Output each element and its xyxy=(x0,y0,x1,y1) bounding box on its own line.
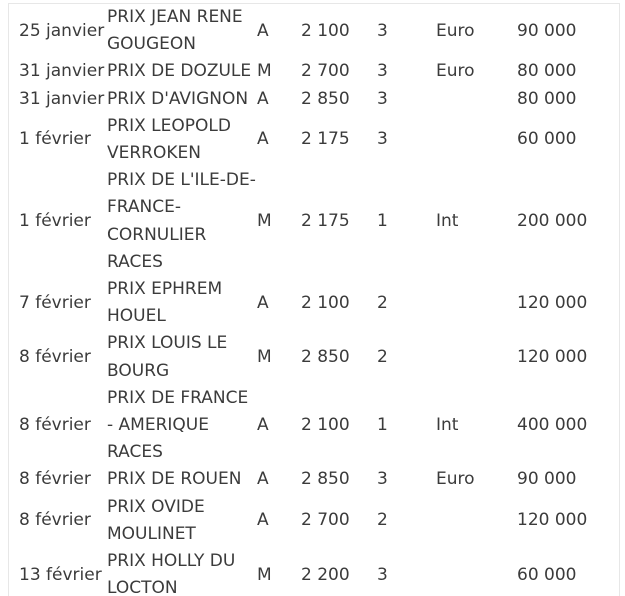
race-category xyxy=(436,494,517,548)
race-category: Euro xyxy=(436,20,475,41)
race-group: 3 xyxy=(377,469,388,490)
race-category xyxy=(436,113,517,167)
table-row xyxy=(9,494,617,548)
race-date: 8 février xyxy=(19,510,91,531)
race-type: M xyxy=(257,61,272,82)
table-row xyxy=(9,167,617,276)
race-name: PRIX D'AVIGNON xyxy=(107,88,249,109)
race-date: 7 février xyxy=(19,292,91,313)
race-group: 2 xyxy=(377,292,388,313)
race-type: A xyxy=(257,88,269,109)
race-category xyxy=(436,86,517,113)
race-type: M xyxy=(257,211,272,232)
race-type: A xyxy=(257,510,269,531)
race-distance: 2 200 xyxy=(301,564,350,585)
race-type: M xyxy=(257,347,272,368)
race-type: A xyxy=(257,20,269,41)
table-row xyxy=(9,86,617,113)
race-prize: 80 000 xyxy=(517,61,577,82)
race-date: 13 février xyxy=(19,564,102,585)
race-group: 2 xyxy=(377,347,388,368)
race-group: 3 xyxy=(377,129,388,150)
race-distance: 2 100 xyxy=(301,20,350,41)
race-category xyxy=(436,276,517,330)
race-prize: 60 000 xyxy=(517,564,577,585)
table-row xyxy=(9,548,617,596)
race-name: PRIX LEOPOLD VERROKEN xyxy=(107,115,231,164)
races-table-body xyxy=(9,4,617,596)
race-distance: 2 700 xyxy=(301,510,350,531)
race-prize: 90 000 xyxy=(517,469,577,490)
race-distance: 2 175 xyxy=(301,129,350,150)
race-name: PRIX JEAN RENE GOUGEON xyxy=(107,7,243,55)
race-category: Int xyxy=(436,211,459,232)
race-date: 25 janvier xyxy=(19,20,105,41)
race-name: PRIX EPHREM HOUEL xyxy=(107,279,223,327)
race-type: A xyxy=(257,415,269,436)
race-distance: 2 700 xyxy=(301,61,350,82)
race-distance: 2 850 xyxy=(301,347,350,368)
race-prize: 90 000 xyxy=(517,20,577,41)
race-date: 8 février xyxy=(19,347,91,368)
race-prize: 120 000 xyxy=(517,510,588,531)
race-distance: 2 175 xyxy=(301,211,350,232)
races-table xyxy=(9,4,617,596)
race-name: PRIX LOUIS LE BOURG xyxy=(107,333,228,381)
table-row xyxy=(9,276,617,330)
race-date: 1 février xyxy=(19,211,91,232)
race-prize: 200 000 xyxy=(517,211,588,232)
race-category xyxy=(436,330,517,384)
table-row xyxy=(9,58,617,85)
race-group: 1 xyxy=(377,211,388,232)
table-row xyxy=(9,330,617,384)
race-prize: 60 000 xyxy=(517,129,577,150)
race-prize: 120 000 xyxy=(517,292,588,313)
race-type: A xyxy=(257,129,269,150)
race-type: A xyxy=(257,292,269,313)
race-group: 3 xyxy=(377,61,388,82)
race-distance: 2 850 xyxy=(301,88,350,109)
race-category: Euro xyxy=(436,61,475,82)
race-name: PRIX DE FRANCE - AMERIQUE RACES xyxy=(107,387,249,463)
race-date: 1 février xyxy=(19,129,91,150)
race-date: 8 février xyxy=(19,415,91,436)
race-distance: 2 100 xyxy=(301,292,350,313)
race-date: 8 février xyxy=(19,469,91,490)
race-group: 2 xyxy=(377,510,388,531)
race-name: PRIX DE DOZULE xyxy=(107,61,252,82)
race-distance: 2 850 xyxy=(301,469,350,490)
race-group: 3 xyxy=(377,20,388,41)
race-name: PRIX OVIDE MOULINET xyxy=(107,496,205,544)
table-row xyxy=(9,385,617,467)
race-prize: 400 000 xyxy=(517,415,588,436)
race-name: PRIX DE ROUEN xyxy=(107,469,242,490)
race-prize: 120 000 xyxy=(517,347,588,368)
table-row xyxy=(9,466,617,493)
table-row xyxy=(9,113,617,167)
race-distance: 2 100 xyxy=(301,415,350,436)
race-prize: 80 000 xyxy=(517,88,577,109)
race-group: 3 xyxy=(377,88,388,109)
table-row xyxy=(9,4,617,58)
race-date: 31 janvier xyxy=(19,88,105,109)
race-date: 31 janvier xyxy=(19,61,105,82)
race-category: Euro xyxy=(436,469,475,490)
race-group: 3 xyxy=(377,564,388,585)
race-name: PRIX DE L'ILE-DE-FRANCE-CORNULIER RACES xyxy=(107,170,256,272)
race-group: 1 xyxy=(377,415,388,436)
race-type: M xyxy=(257,564,272,585)
race-type: A xyxy=(257,469,269,490)
race-name: PRIX HOLLY DU LOCTON xyxy=(107,551,236,596)
race-category: Int xyxy=(436,415,459,436)
race-category xyxy=(436,548,517,596)
